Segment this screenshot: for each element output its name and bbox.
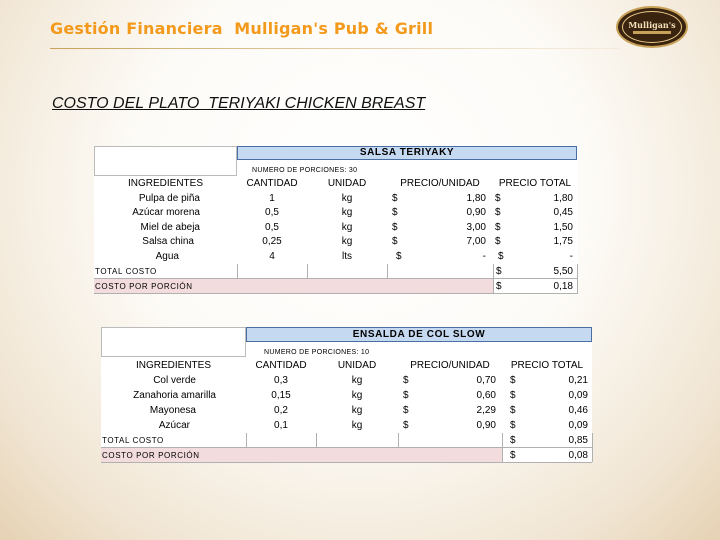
- currency: $: [392, 236, 398, 247]
- table2-col-precio-unidad: PRECIO/UNIDAD: [410, 360, 490, 371]
- currency: $: [392, 193, 398, 204]
- unit-price: 0,60: [476, 390, 496, 401]
- unit: kg: [341, 222, 353, 233]
- table2-col-cantidad: CANTIDAD: [255, 360, 307, 371]
- table1-portion-value: 0,18: [553, 281, 573, 292]
- unit-price: 0,70: [476, 375, 496, 386]
- currency: $: [495, 207, 501, 218]
- currency: $: [495, 222, 501, 233]
- ingredient-name: Zanahoria amarilla: [133, 390, 216, 401]
- currency: $: [510, 450, 516, 461]
- table1-col-cantidad: CANTIDAD: [246, 178, 298, 189]
- unit-price: 2,29: [476, 405, 496, 416]
- table1-portion-label: COSTO POR PORCIÓN: [95, 282, 193, 291]
- table1-title: SALSA TERIYAKY: [237, 146, 577, 160]
- currency: $: [403, 405, 409, 416]
- table2-col-precio-total: PRECIO TOTAL: [510, 360, 584, 371]
- quantity: 4: [269, 251, 275, 262]
- quantity: 0,5: [265, 207, 279, 218]
- unit-price: 1,80: [466, 193, 486, 204]
- ingredient-name: Azúcar morena: [132, 207, 200, 218]
- currency: $: [510, 405, 516, 416]
- unit: kg: [351, 420, 363, 431]
- currency: $: [495, 236, 501, 247]
- header-title: Gestión Financiera Mulligan's Pub & Grill: [50, 19, 434, 38]
- unit: kg: [351, 390, 363, 401]
- unit: kg: [341, 236, 353, 247]
- table2-total-value: 0,85: [568, 435, 588, 446]
- unit: kg: [341, 207, 353, 218]
- header-divider: [50, 48, 620, 49]
- currency: $: [495, 193, 501, 204]
- quantity: 0,1: [274, 420, 288, 431]
- table2-total-label: TOTAL COSTO: [102, 436, 164, 445]
- ingredient-name: Mayonesa: [149, 405, 196, 416]
- quantity: 1: [269, 193, 275, 204]
- currency: $: [403, 390, 409, 401]
- currency: $: [396, 251, 402, 262]
- table2-col-unidad: UNIDAD: [337, 360, 377, 371]
- unit-price: 0,90: [476, 420, 496, 431]
- unit-price: 7,00: [466, 236, 486, 247]
- quantity: 0,2: [274, 405, 288, 416]
- currency: $: [403, 420, 409, 431]
- currency: $: [510, 420, 516, 431]
- currency: $: [498, 251, 504, 262]
- currency: $: [510, 435, 516, 446]
- unit-price: 0,90: [466, 207, 486, 218]
- ingredient-name: Salsa china: [142, 236, 194, 247]
- currency: $: [496, 266, 502, 277]
- ingredient-name: Miel de abeja: [140, 222, 200, 233]
- total-price: 0,45: [553, 207, 573, 218]
- page-title: COSTO DEL PLATO TERIYAKI CHICKEN BREAST: [52, 95, 426, 112]
- unit-price: -: [482, 251, 486, 262]
- quantity: 0,5: [265, 222, 279, 233]
- total-price: -: [569, 251, 573, 262]
- table1-col-precio-total: PRECIO TOTAL: [498, 178, 572, 189]
- total-price: 0,21: [568, 375, 588, 386]
- ingredient-name: Azúcar: [158, 420, 190, 431]
- table2-portion-label: COSTO POR PORCIÓN: [102, 451, 200, 460]
- total-price: 1,80: [553, 193, 573, 204]
- unit: lts: [342, 251, 352, 262]
- table2-col-ingredientes: INGREDIENTES: [135, 360, 211, 371]
- table1-portions: NUMERO DE PORCIONES: 30: [252, 167, 358, 174]
- unit: kg: [351, 405, 363, 416]
- unit: kg: [341, 193, 353, 204]
- ingredient-name: Agua: [155, 251, 179, 262]
- table1-col-unidad: UNIDAD: [327, 178, 367, 189]
- total-price: 0,46: [568, 405, 588, 416]
- table1-total-value: 5,50: [553, 266, 573, 277]
- quantity: 0,3: [274, 375, 288, 386]
- total-price: 1,75: [553, 236, 573, 247]
- currency: $: [510, 390, 516, 401]
- total-price: 1,50: [553, 222, 573, 233]
- table2-portions: NUMERO DE PORCIONES: 10: [264, 349, 370, 356]
- mulligans-logo: [616, 6, 688, 48]
- quantity: 0,15: [271, 390, 291, 401]
- table1-col-precio-unidad: PRECIO/UNIDAD: [400, 178, 480, 189]
- ingredient-name: Col verde: [153, 375, 196, 386]
- total-price: 0,09: [568, 420, 588, 431]
- ingredient-name: Pulpa de piña: [138, 193, 200, 204]
- logo-text: Mulligan's: [628, 19, 676, 30]
- currency: $: [403, 375, 409, 386]
- total-price: 0,09: [568, 390, 588, 401]
- unit: kg: [351, 375, 363, 386]
- currency: $: [392, 222, 398, 233]
- unit-price: 3,00: [466, 222, 486, 233]
- table2-title: ENSALDA DE COL SLOW: [246, 327, 592, 342]
- table2-portion-value: 0,08: [568, 450, 588, 461]
- table1-col-ingredientes: INGREDIENTES: [127, 178, 203, 189]
- currency: $: [392, 207, 398, 218]
- currency: $: [510, 375, 516, 386]
- quantity: 0,25: [262, 236, 282, 247]
- currency: $: [496, 281, 502, 292]
- table1-total-label: TOTAL COSTO: [95, 267, 157, 276]
